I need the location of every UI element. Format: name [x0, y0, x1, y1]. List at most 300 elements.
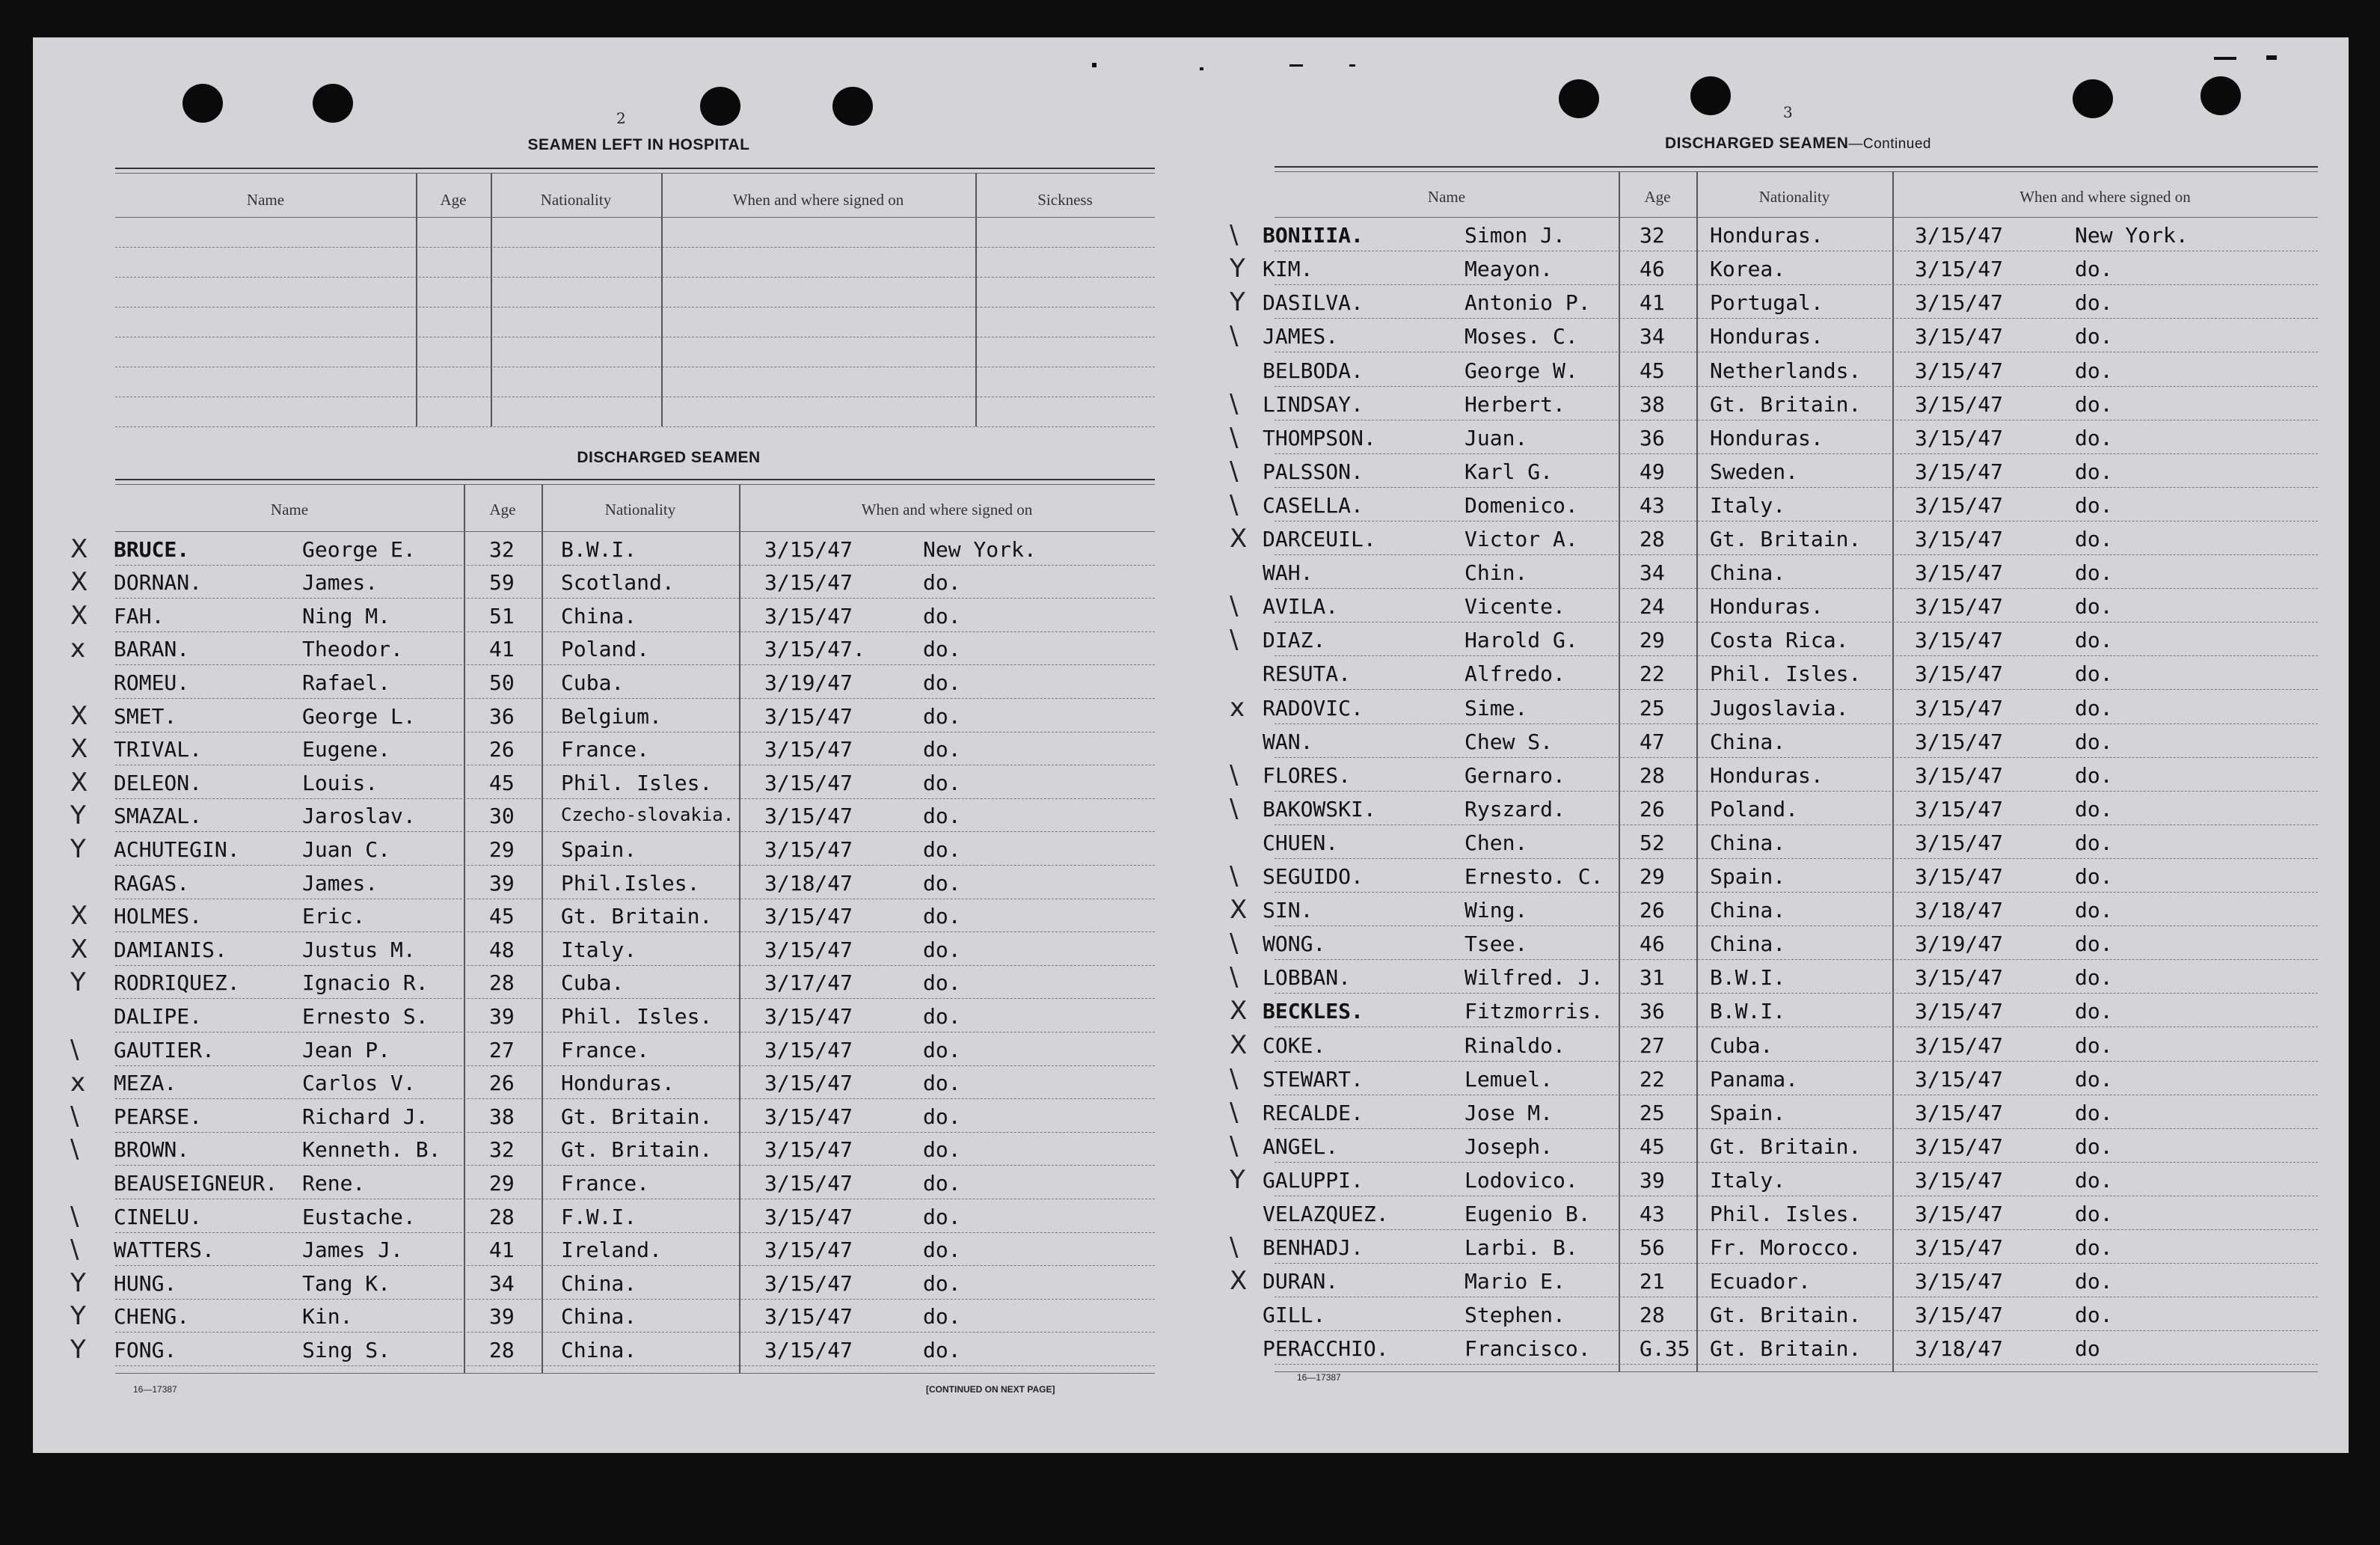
right-page-number: 3 — [1783, 103, 1793, 121]
surname-cell: JAMES. — [1263, 324, 1339, 349]
signed-on-date-cell: 3/15/47 — [764, 1037, 853, 1062]
given-name-cell: Chen. — [1465, 830, 1528, 855]
column-header: Age — [1644, 188, 1671, 206]
surname-cell: SIN. — [1263, 898, 1313, 923]
given-name-cell: Victor A. — [1465, 527, 1578, 551]
signed-on-place-cell: do. — [2075, 425, 2113, 450]
rule — [115, 173, 1155, 174]
signed-on-place-cell: do. — [923, 1004, 961, 1029]
surname-cell: SMET. — [114, 703, 177, 729]
surname-cell: FAH. — [114, 603, 165, 628]
table-row-line — [115, 1299, 1155, 1300]
given-name-cell: Ning M. — [302, 603, 391, 628]
age-cell: 47 — [1640, 729, 1665, 754]
table-row-line — [1275, 487, 2318, 488]
signed-on-place-cell: do. — [2075, 999, 2113, 1024]
check-mark: \ — [1230, 1097, 1239, 1128]
bottom-rule — [115, 1373, 1155, 1374]
nationality-cell: Gt. Britain. — [561, 1137, 713, 1163]
table-row-line — [1275, 284, 2318, 285]
signed-on-date-cell: 3/15/47 — [1915, 661, 2004, 687]
surname-cell: BENHADJ. — [1263, 1235, 1364, 1261]
signed-on-date-cell: 3/15/47 — [764, 1071, 853, 1096]
age-cell: 39 — [489, 1304, 515, 1330]
signed-on-date-cell: 3/15/47 — [1915, 999, 2004, 1024]
table-row-line — [1275, 554, 2318, 555]
surname-cell: LINDSAY. — [1263, 391, 1364, 417]
nationality-cell: China. — [561, 1270, 637, 1296]
punch-hole — [700, 87, 740, 126]
given-name-cell: George E. — [302, 536, 416, 562]
surname-cell: CHUEN. — [1263, 830, 1339, 855]
given-name-cell: Stephen. — [1465, 1303, 1565, 1328]
age-cell: 26 — [1640, 796, 1665, 822]
signed-on-place-cell: do. — [923, 1104, 961, 1129]
nationality-cell: B.W.I. — [1710, 999, 1786, 1024]
nationality-cell: Jugoslavia. — [1710, 695, 1849, 721]
signed-on-date-cell: 3/15/47 — [764, 804, 853, 829]
check-mark: X — [70, 600, 88, 631]
left-form-number: 16—17387 — [133, 1384, 177, 1395]
surname-cell: AVILA. — [1263, 594, 1339, 619]
table-row-line — [1275, 791, 2318, 792]
signed-on-date-cell: 3/15/47 — [1915, 1202, 2004, 1226]
surname-cell: SEGUIDO. — [1263, 864, 1364, 889]
signed-on-date-cell: 3/15/47 — [764, 737, 853, 762]
age-cell: 56 — [1640, 1235, 1665, 1261]
signed-on-place-cell: do. — [2075, 358, 2113, 383]
table-row-line — [1275, 1061, 2318, 1062]
check-mark: \ — [1230, 388, 1239, 419]
nationality-cell: Czecho-slovakia. — [561, 804, 734, 826]
given-name-cell: Francisco. — [1465, 1336, 1591, 1362]
check-mark: Y — [70, 967, 86, 998]
given-name-cell: Rafael. — [302, 670, 391, 695]
check-mark: X — [70, 901, 88, 931]
signed-on-date-cell: 3/15/47 — [764, 837, 853, 862]
given-name-cell: James. — [302, 870, 378, 896]
given-name-cell: Rinaldo. — [1465, 1032, 1565, 1058]
age-cell: 34 — [1640, 324, 1665, 349]
age-cell: 45 — [489, 904, 515, 929]
check-mark: X — [70, 567, 88, 598]
check-mark: X — [70, 934, 88, 964]
surname-cell: FONG. — [114, 1338, 177, 1362]
surname-cell: DORNAN. — [114, 570, 203, 596]
table-row-line — [1275, 386, 2318, 387]
discharged-section-title: DISCHARGED SEAMEN — [577, 449, 761, 466]
bottom-rule — [1275, 1371, 2318, 1372]
table-row-line — [115, 631, 1155, 632]
signed-on-date-cell: 3/15/47 — [1915, 1100, 2004, 1125]
surname-cell: PEARSE. — [114, 1104, 203, 1129]
manifest-sheet — [33, 37, 2349, 1453]
surname-cell: CASELLA. — [1263, 492, 1364, 518]
signed-on-place-cell: do. — [2075, 492, 2113, 518]
surname-cell: DELEON. — [114, 770, 203, 795]
age-cell: 28 — [489, 1338, 515, 1362]
punch-hole — [2200, 76, 2241, 115]
signed-on-date-cell: 3/19/47 — [764, 670, 853, 695]
signed-on-date-cell: 3/15/47 — [764, 570, 853, 596]
nationality-cell: Netherlands. — [1710, 358, 1862, 383]
table-row-line — [115, 247, 1155, 248]
check-mark: Y — [70, 801, 86, 831]
signed-on-date-cell: 3/18/47 — [764, 870, 853, 896]
age-cell: 26 — [1640, 898, 1665, 923]
signed-on-place-cell: do. — [2075, 864, 2113, 889]
signed-on-date-cell: 3/15/47 — [1915, 830, 2004, 855]
speck — [2266, 55, 2277, 60]
table-row-line — [115, 1065, 1155, 1066]
punch-hole — [313, 84, 353, 123]
signed-on-date-cell: 3/15/47 — [1915, 527, 2004, 551]
signed-on-date-cell: 3/15/47 — [764, 937, 853, 962]
age-cell: 45 — [489, 770, 515, 795]
given-name-cell: Domenico. — [1465, 492, 1578, 518]
age-cell: 29 — [489, 1171, 515, 1196]
right-section-title — [1275, 135, 2322, 153]
signed-on-place-cell: do. — [2075, 290, 2113, 316]
signed-on-date-cell: 3/18/47 — [1915, 898, 2004, 923]
given-name-cell: Tsee. — [1465, 931, 1528, 957]
given-name-cell: Wilfred. J. — [1465, 965, 1604, 991]
nationality-cell: Costa Rica. — [1710, 628, 1849, 653]
check-mark: X — [70, 533, 88, 564]
check-mark: \ — [1230, 1232, 1239, 1263]
signed-on-place-cell: do. — [923, 1037, 961, 1062]
check-mark: \ — [1230, 1063, 1239, 1094]
signed-on-place-cell: do. — [2075, 1303, 2113, 1328]
rule — [115, 168, 1155, 169]
nationality-cell: Honduras. — [1710, 594, 1824, 619]
given-name-cell: Chew S. — [1465, 729, 1554, 754]
right-title-continued: —Continued — [1848, 136, 1931, 152]
age-cell: 28 — [489, 970, 515, 996]
signed-on-date-cell: 3/15/47 — [1915, 1235, 2004, 1261]
punch-hole — [1559, 79, 1599, 118]
signed-on-date-cell: 3/15/47 — [1915, 594, 2004, 619]
age-cell: 45 — [1640, 358, 1665, 383]
nationality-cell: Cuba. — [561, 970, 625, 996]
speck — [1289, 64, 1303, 67]
surname-cell: MEZA. — [114, 1071, 177, 1096]
check-mark: \ — [70, 1201, 79, 1232]
age-cell: 26 — [489, 737, 515, 762]
surname-cell: WONG. — [1263, 931, 1326, 957]
age-cell: 52 — [1640, 830, 1665, 855]
given-name-cell: Jean P. — [302, 1037, 391, 1062]
age-cell: 28 — [489, 1204, 515, 1229]
punch-hole — [2073, 79, 2113, 118]
given-name-cell: Eugenio B. — [1465, 1202, 1591, 1226]
table-row-line — [1275, 689, 2318, 690]
nationality-cell: F.W.I. — [561, 1204, 637, 1229]
signed-on-place-cell: do. — [2075, 1202, 2113, 1226]
surname-cell: HOLMES. — [114, 904, 203, 929]
age-cell: 49 — [1640, 459, 1665, 484]
nationality-cell: Gt. Britain. — [561, 904, 713, 929]
signed-on-date-cell: 3/15/47 — [1915, 864, 2004, 889]
surname-cell: DURAN. — [1263, 1269, 1339, 1294]
age-cell: 45 — [1640, 1133, 1665, 1159]
surname-cell: RAGAS. — [114, 870, 190, 896]
punch-hole — [183, 84, 223, 123]
surname-cell: FLORES. — [1263, 762, 1352, 788]
nationality-cell: Honduras. — [1710, 223, 1824, 248]
given-name-cell: Eugene. — [302, 737, 391, 762]
given-name-cell: Kenneth. B. — [302, 1137, 441, 1163]
signed-on-place-cell: do. — [2075, 391, 2113, 417]
check-mark: \ — [1230, 321, 1239, 352]
age-cell: 32 — [1640, 223, 1665, 248]
signed-on-date-cell: 3/15/47 — [1915, 1303, 2004, 1328]
nationality-cell: Italy. — [561, 937, 637, 962]
surname-cell: WATTERS. — [114, 1237, 215, 1263]
age-cell: 24 — [1640, 594, 1665, 619]
signed-on-date-cell: 3/15/47 — [1915, 1032, 2004, 1058]
nationality-cell: Poland. — [561, 637, 650, 662]
signed-on-place-cell: do. — [2075, 527, 2113, 551]
age-cell: 39 — [489, 1004, 515, 1029]
surname-cell: DALIPE. — [114, 1004, 203, 1029]
nationality-cell: Poland. — [1710, 796, 1799, 822]
nationality-cell: Italy. — [1710, 1167, 1786, 1193]
table-row-line — [1275, 453, 2318, 454]
signed-on-place-cell: do. — [2075, 695, 2113, 721]
signed-on-date-cell: 3/18/47 — [1915, 1336, 2004, 1362]
nationality-cell: Phil.Isles. — [561, 870, 700, 896]
nationality-cell: Phil. Isles. — [561, 770, 713, 795]
age-cell: 28 — [1640, 1303, 1665, 1328]
given-name-cell: Chin. — [1465, 560, 1528, 586]
check-mark: \ — [70, 1235, 79, 1265]
table-row-line — [115, 277, 1155, 278]
nationality-cell: Phil. Isles. — [1710, 661, 1862, 687]
signed-on-place-cell: do. — [923, 837, 961, 862]
signed-on-place-cell: do. — [923, 570, 961, 596]
surname-cell: GAUTIER. — [114, 1037, 215, 1062]
given-name-cell: Sing S. — [302, 1338, 391, 1362]
hospital-column-header: Name — [246, 191, 285, 209]
age-cell: 39 — [1640, 1167, 1665, 1193]
column-divider — [739, 484, 740, 1373]
table-row-line — [115, 931, 1155, 932]
table-row-line — [1275, 723, 2318, 724]
table-row-line — [115, 831, 1155, 832]
signed-on-place-cell: do. — [2075, 762, 2113, 788]
signed-on-place-cell: do. — [923, 937, 961, 962]
given-name-cell: Theodor. — [302, 637, 403, 662]
given-name-cell: Lodovico. — [1465, 1167, 1578, 1193]
nationality-cell: Spain. — [1710, 1100, 1786, 1125]
age-cell: 36 — [1640, 425, 1665, 450]
age-cell: 43 — [1640, 492, 1665, 518]
signed-on-place-cell: do. — [923, 1304, 961, 1330]
nationality-cell: France. — [561, 737, 650, 762]
signed-on-date-cell: 3/15/47 — [764, 536, 853, 562]
age-cell: 34 — [1640, 560, 1665, 586]
nationality-cell: Gt. Britain. — [1710, 391, 1862, 417]
surname-cell: BONIIIA. — [1263, 223, 1364, 248]
nationality-cell: Fr. Morocco. — [1710, 1235, 1862, 1261]
surname-cell: VELAZQUEZ. — [1263, 1202, 1389, 1226]
signed-on-date-cell: 3/15/47 — [764, 770, 853, 795]
signed-on-place-cell: do. — [2075, 459, 2113, 484]
given-name-cell: Mario E. — [1465, 1269, 1565, 1294]
column-header: Nationality — [604, 501, 676, 518]
signed-on-place-cell: do. — [923, 1071, 961, 1096]
given-name-cell: Harold G. — [1465, 628, 1578, 653]
rule — [115, 479, 1155, 480]
table-row-line — [115, 865, 1155, 866]
nationality-cell: Gt. Britain. — [1710, 1303, 1862, 1328]
check-mark: X — [1230, 1266, 1248, 1297]
signed-on-place-cell: do. — [2075, 257, 2113, 282]
surname-cell: KIM. — [1263, 257, 1313, 282]
signed-on-date-cell: 3/15/47 — [764, 1104, 853, 1129]
nationality-cell: Honduras. — [561, 1071, 675, 1096]
given-name-cell: Juan C. — [302, 837, 391, 862]
given-name-cell: Juan. — [1465, 425, 1528, 450]
signed-on-date-cell: 3/15/47 — [1915, 729, 2004, 754]
table-row-line — [115, 565, 1155, 566]
age-cell: 28 — [1640, 762, 1665, 788]
given-name-cell: Tang K. — [302, 1270, 391, 1296]
surname-cell: ANGEL. — [1263, 1133, 1339, 1159]
check-mark: X — [1230, 1030, 1248, 1060]
signed-on-place-cell: do. — [923, 770, 961, 795]
column-divider — [661, 173, 663, 426]
nationality-cell: Spain. — [1710, 864, 1786, 889]
nationality-cell: Spain. — [561, 837, 637, 862]
check-mark: \ — [1230, 220, 1239, 251]
surname-cell: STEWART. — [1263, 1066, 1364, 1092]
age-cell: 41 — [489, 1237, 515, 1263]
surname-cell: BARAN. — [114, 637, 190, 662]
signed-on-place-cell: do. — [923, 1204, 961, 1229]
age-cell: 21 — [1640, 1269, 1665, 1294]
table-row-line — [115, 598, 1155, 599]
signed-on-date-cell: 3/15/47 — [1915, 492, 2004, 518]
signed-on-place-cell: do. — [923, 637, 961, 662]
signed-on-place-cell: do. — [2075, 1032, 2113, 1058]
surname-cell: COKE. — [1263, 1032, 1326, 1058]
signed-on-place-cell: New York. — [2075, 223, 2189, 248]
surname-cell: DAMIANIS. — [114, 937, 227, 962]
signed-on-place-cell: do. — [923, 670, 961, 695]
age-cell: 41 — [489, 637, 515, 662]
given-name-cell: Sime. — [1465, 695, 1528, 721]
table-row-line — [1275, 1263, 2318, 1264]
age-cell: 43 — [1640, 1202, 1665, 1226]
nationality-cell: Ecuador. — [1710, 1269, 1811, 1294]
table-row-line — [115, 1365, 1155, 1366]
header-rule — [115, 531, 1155, 532]
check-mark: x — [70, 1068, 86, 1098]
rule — [1275, 171, 2318, 172]
given-name-cell: Ernesto S. — [302, 1004, 429, 1029]
signed-on-date-cell: 3/15/47 — [764, 703, 853, 729]
check-mark: Y — [1230, 1164, 1245, 1195]
hospital-column-header: Sickness — [1037, 191, 1093, 209]
surname-cell: GILL. — [1263, 1303, 1326, 1328]
surname-cell: ROMEU. — [114, 670, 190, 695]
age-cell: 25 — [1640, 695, 1665, 721]
nationality-cell: Sweden. — [1710, 459, 1799, 484]
nationality-cell: Korea. — [1710, 257, 1786, 282]
signed-on-date-cell: 3/15/47 — [1915, 1133, 2004, 1159]
nationality-cell: Gt. Britain. — [1710, 1133, 1862, 1159]
column-header: When and where signed on — [861, 501, 1033, 518]
given-name-cell: Vicente. — [1465, 594, 1565, 619]
surname-cell: BEAUSEIGNEUR. — [114, 1171, 278, 1196]
given-name-cell: Ignacio R. — [302, 970, 429, 996]
nationality-cell: China. — [1710, 729, 1786, 754]
given-name-cell: Lemuel. — [1465, 1066, 1554, 1092]
check-mark: X — [70, 734, 88, 765]
surname-cell: BECKLES. — [1263, 999, 1364, 1024]
signed-on-place-cell: do. — [923, 970, 961, 996]
given-name-cell: Joseph. — [1465, 1133, 1554, 1159]
table-row-line — [1275, 757, 2318, 758]
surname-cell: RADOVIC. — [1263, 695, 1364, 721]
surname-cell: CINELU. — [114, 1204, 203, 1229]
nationality-cell: Gt. Britain. — [1710, 527, 1862, 551]
signed-on-place-cell: do. — [923, 870, 961, 896]
signed-on-place-cell: do. — [2075, 1066, 2113, 1092]
signed-on-place-cell: do. — [2075, 830, 2113, 855]
given-name-cell: James. — [302, 570, 378, 596]
punch-hole — [1690, 76, 1731, 115]
check-mark: Y — [1230, 287, 1245, 318]
check-mark: Y — [70, 834, 86, 864]
surname-cell: TRIVAL. — [114, 737, 203, 762]
speck — [1092, 63, 1097, 67]
signed-on-date-cell: 3/15/47 — [1915, 1167, 2004, 1193]
right-title-main: DISCHARGED SEAMEN — [1665, 135, 1849, 152]
table-row-line — [1275, 1330, 2318, 1331]
left-page-number: 2 — [616, 109, 626, 127]
age-cell: 22 — [1640, 1066, 1665, 1092]
age-cell: 38 — [489, 1104, 515, 1129]
signed-on-date-cell: 3/15/47 — [764, 1204, 853, 1229]
age-cell: 46 — [1640, 931, 1665, 957]
table-row-line — [1275, 1229, 2318, 1230]
signed-on-place-cell: do. — [923, 603, 961, 628]
nationality-cell: Phil. Isles. — [1710, 1202, 1862, 1226]
signed-on-place-cell: do. — [2075, 1100, 2113, 1125]
given-name-cell: Kin. — [302, 1304, 353, 1330]
nationality-cell: Honduras. — [1710, 762, 1824, 788]
column-header: Name — [270, 501, 309, 518]
table-row-line — [1275, 1128, 2318, 1129]
signed-on-date-cell: 3/15/47 — [764, 1137, 853, 1163]
hospital-column-header: When and where signed on — [732, 191, 904, 209]
check-mark: Y — [1230, 254, 1245, 284]
check-mark: X — [70, 700, 88, 731]
signed-on-place-cell: do. — [2075, 1269, 2113, 1294]
table-row-line — [115, 1098, 1155, 1099]
nationality-cell: China. — [1710, 898, 1786, 923]
check-mark: x — [70, 634, 86, 664]
signed-on-date-cell: 3/15/47 — [1915, 324, 2004, 349]
nationality-cell: China. — [561, 1338, 637, 1362]
column-header: Nationality — [1758, 188, 1830, 206]
signed-on-date-cell: 3/15/47 — [764, 603, 853, 628]
surname-cell: DIAZ. — [1263, 628, 1326, 653]
column-divider — [491, 173, 492, 426]
